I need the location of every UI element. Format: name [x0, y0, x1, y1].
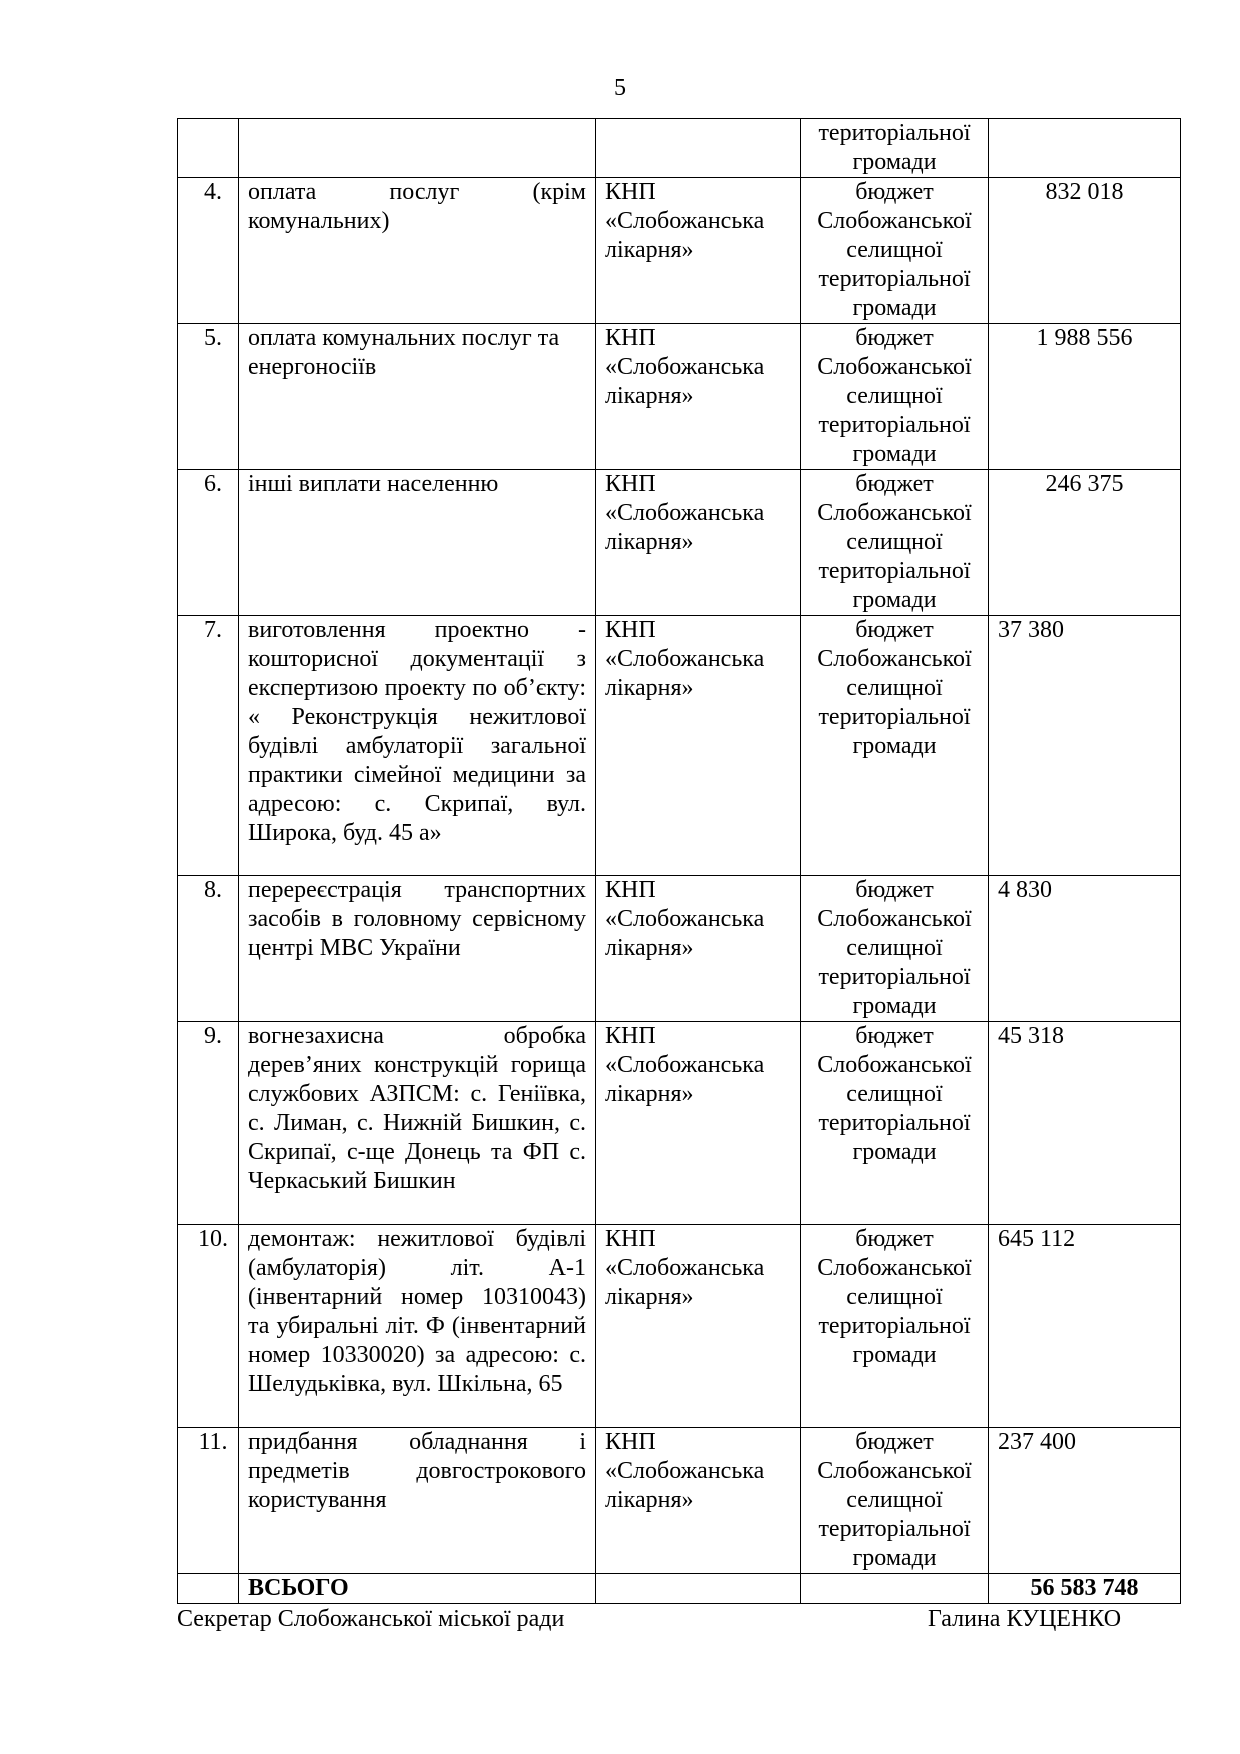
row-source: бюджет Слобожанської селищної територіальної громади: [801, 876, 989, 1022]
row-description: оплата послуг (крім комунальних): [239, 178, 596, 324]
row-source: бюджет Слобожанської селищної територіальної громади: [801, 1428, 989, 1574]
row-source: бюджет Слобожанської селищної територіальної громади: [801, 470, 989, 616]
total-amount: 56 583 748: [989, 1574, 1181, 1604]
row-number: 10.: [178, 1225, 239, 1428]
cell-executor: [596, 119, 801, 178]
total-executor: [596, 1574, 801, 1604]
row-executor: КНП «Слобожанська лікарня»: [596, 470, 801, 616]
row-amount: 645 112: [989, 1225, 1181, 1428]
row-number: 9.: [178, 1022, 239, 1225]
row-executor: КНП «Слобожанська лікарня»: [596, 1022, 801, 1225]
row-source: бюджет Слобожанської селищної територіальної громади: [801, 324, 989, 470]
table-row-continuation: [178, 119, 1181, 178]
row-executor: КНП «Слобожанська лікарня»: [596, 616, 801, 876]
table-row: [178, 876, 1181, 1022]
row-description: виготовлення проектно - кошторисної документації з експертизою проекту по об’єкту: « Реконструкція нежитлової будівлі амбулаторії загальної практики сімейної медицини за адресою: с. Скрипаї, вул. Широка, буд. 45 а»: [239, 616, 596, 876]
row-amount: 4 830: [989, 876, 1181, 1022]
budget-table: [177, 118, 1181, 1604]
row-executor: КНП «Слобожанська лікарня»: [596, 876, 801, 1022]
signatory-name: Галина КУЦЕНКО: [928, 1606, 1122, 1632]
table-row: [178, 616, 1181, 876]
page-number: 5: [614, 75, 626, 101]
row-description: перереєстрація транспортних засобів в головному сервісному центрі МВС України: [239, 876, 596, 1022]
row-source: бюджет Слобожанської селищної територіальної громади: [801, 1022, 989, 1225]
row-description: інші виплати населенню: [239, 470, 596, 616]
cell-desc: [239, 119, 596, 178]
cell-amount: [989, 119, 1181, 178]
row-executor: КНП «Слобожанська лікарня»: [596, 1225, 801, 1428]
row-source: бюджет Слобожанської селищної територіальної громади: [801, 1225, 989, 1428]
table-row: [178, 324, 1181, 470]
total-num: [178, 1574, 239, 1604]
row-executor: КНП «Слобожанська лікарня»: [596, 324, 801, 470]
total-source: [801, 1574, 989, 1604]
row-amount: 246 375: [989, 470, 1181, 616]
row-number: 7.: [178, 616, 239, 876]
row-description: демонтаж: нежитлової будівлі (амбулаторія) літ. А-1 (інвентарний номер 10310043) та убиральні літ. Ф (інвентарний номер 10330020) за адресою: с. Шелудьківка, вул. Шкільна, 65: [239, 1225, 596, 1428]
table-row: [178, 1022, 1181, 1225]
table-row: [178, 1428, 1181, 1574]
row-source: бюджет Слобожанської селищної територіальної громади: [801, 616, 989, 876]
row-amount: 45 318: [989, 1022, 1181, 1225]
signatory-position: Секретар Слобожанської міської ради: [177, 1606, 565, 1632]
row-amount: 1 988 556: [989, 324, 1181, 470]
row-amount: 37 380: [989, 616, 1181, 876]
row-description: оплата комунальних послуг та енергоносіїв: [239, 324, 596, 470]
row-number: 4.: [178, 178, 239, 324]
row-number: 5.: [178, 324, 239, 470]
row-number: 8.: [178, 876, 239, 1022]
row-executor: КНП «Слобожанська лікарня»: [596, 1428, 801, 1574]
row-number: 11.: [178, 1428, 239, 1574]
row-amount: 832 018: [989, 178, 1181, 324]
row-source: бюджет Слобожанської селищної територіальної громади: [801, 178, 989, 324]
row-executor: КНП «Слобожанська лікарня»: [596, 178, 801, 324]
row-amount: 237 400: [989, 1428, 1181, 1574]
row-number: 6.: [178, 470, 239, 616]
cell-source: територіальної громади: [801, 119, 989, 178]
table-row: [178, 178, 1181, 324]
row-description: вогнезахисна обробка дерев’яних конструкцій горища службових АЗПСМ: с. Геніївка, с. Лиман, с. Нижній Бишкин, с. Скрипаї, с-ще Донець та ФП с. Черкаський Бишкин: [239, 1022, 596, 1225]
cell-num: [178, 119, 239, 178]
row-description: придбання обладнання і предметів довгострокового користування: [239, 1428, 596, 1574]
total-label: ВСЬОГО: [239, 1574, 596, 1604]
table-row: [178, 470, 1181, 616]
total-row: [178, 1574, 1181, 1604]
table-row: [178, 1225, 1181, 1428]
